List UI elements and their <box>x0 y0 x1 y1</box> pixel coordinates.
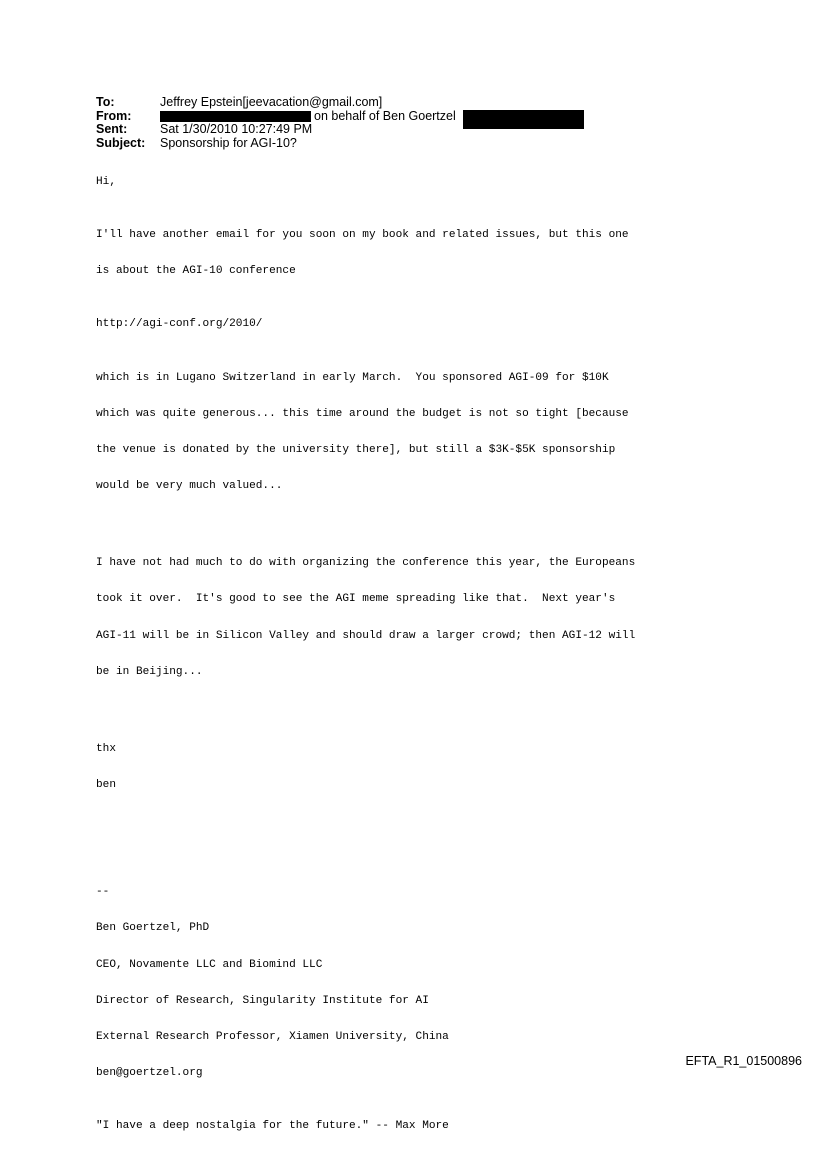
subject-value: Sponsorship for AGI-10? <box>160 135 297 150</box>
signature-quote: "I have a deep nostalgia for the future." -- Max More <box>96 1120 449 1133</box>
subject-row <box>96 137 584 151</box>
paragraph-3-line: be in Beijing... <box>96 665 203 678</box>
greeting: Hi, <box>96 176 116 188</box>
redaction-box-sender <box>160 111 311 122</box>
paragraph-1-line: is about the AGI-10 conference <box>96 265 296 278</box>
paragraph-1-line: I'll have another email for you soon on my book and related issues, but this one <box>96 229 629 242</box>
paragraph-3 <box>96 533 635 702</box>
paragraph-2-line: would be very much valued... <box>96 479 283 492</box>
signoff-line: ben <box>96 779 116 792</box>
email-body <box>96 176 635 1149</box>
to-row <box>96 96 584 110</box>
paragraph-2-line: the venue is donated by the university there], but still a $3K-$5K sponsorship <box>96 443 616 456</box>
email-header <box>96 96 584 150</box>
signature-line: External Research Professor, Xiamen University, China <box>96 1030 449 1043</box>
to-label: To: <box>96 95 115 109</box>
paragraph-2-line: which is in Lugano Switzerland in early March. You sponsored AGI-09 for $10K <box>96 371 609 384</box>
signoff <box>96 719 635 815</box>
signature-line: Ben Goertzel, PhD <box>96 922 210 935</box>
signature-email: ben@goertzel.org <box>96 1066 203 1079</box>
sent-value: Sat 1/30/2010 10:27:49 PM <box>160 122 313 136</box>
conference-url: http://agi-conf.org/2010/ <box>96 318 263 331</box>
signoff-line: thx <box>96 742 116 755</box>
paragraph-2-line: which was quite generous... this time around the budget is not so tight [because <box>96 407 629 420</box>
signature-line: Director of Research, Singularity Institute for AI <box>96 994 429 1007</box>
paragraph-3-line: AGI-11 will be in Silicon Valley and should draw a larger crowd; then AGI-12 will <box>96 629 636 642</box>
from-label: From: <box>96 108 132 123</box>
signature-block <box>96 862 635 1103</box>
redaction-box-address <box>463 110 584 129</box>
from-value: on behalf of Ben Goertzel <box>314 108 456 123</box>
spacer <box>96 832 635 862</box>
paragraph-2 <box>96 347 635 516</box>
signature-line: CEO, Novamente LLC and Biomind LLC <box>96 958 323 971</box>
from-row <box>96 110 584 124</box>
paragraph-1 <box>96 205 635 301</box>
sent-label: Sent: <box>96 122 128 136</box>
paragraph-3-line: took it over. It's good to see the AGI meme spreading like that. Next year's <box>96 593 616 606</box>
subject-label: Subject: <box>96 135 146 150</box>
paragraph-3-line: I have not had much to do with organizing the conference this year, the Europeans <box>96 557 636 570</box>
signature-separator: -- <box>96 886 110 899</box>
to-value: Jeffrey Epstein[jeevacation@gmail.com] <box>160 95 383 109</box>
document-id: EFTA_R1_01500896 <box>685 1054 802 1068</box>
